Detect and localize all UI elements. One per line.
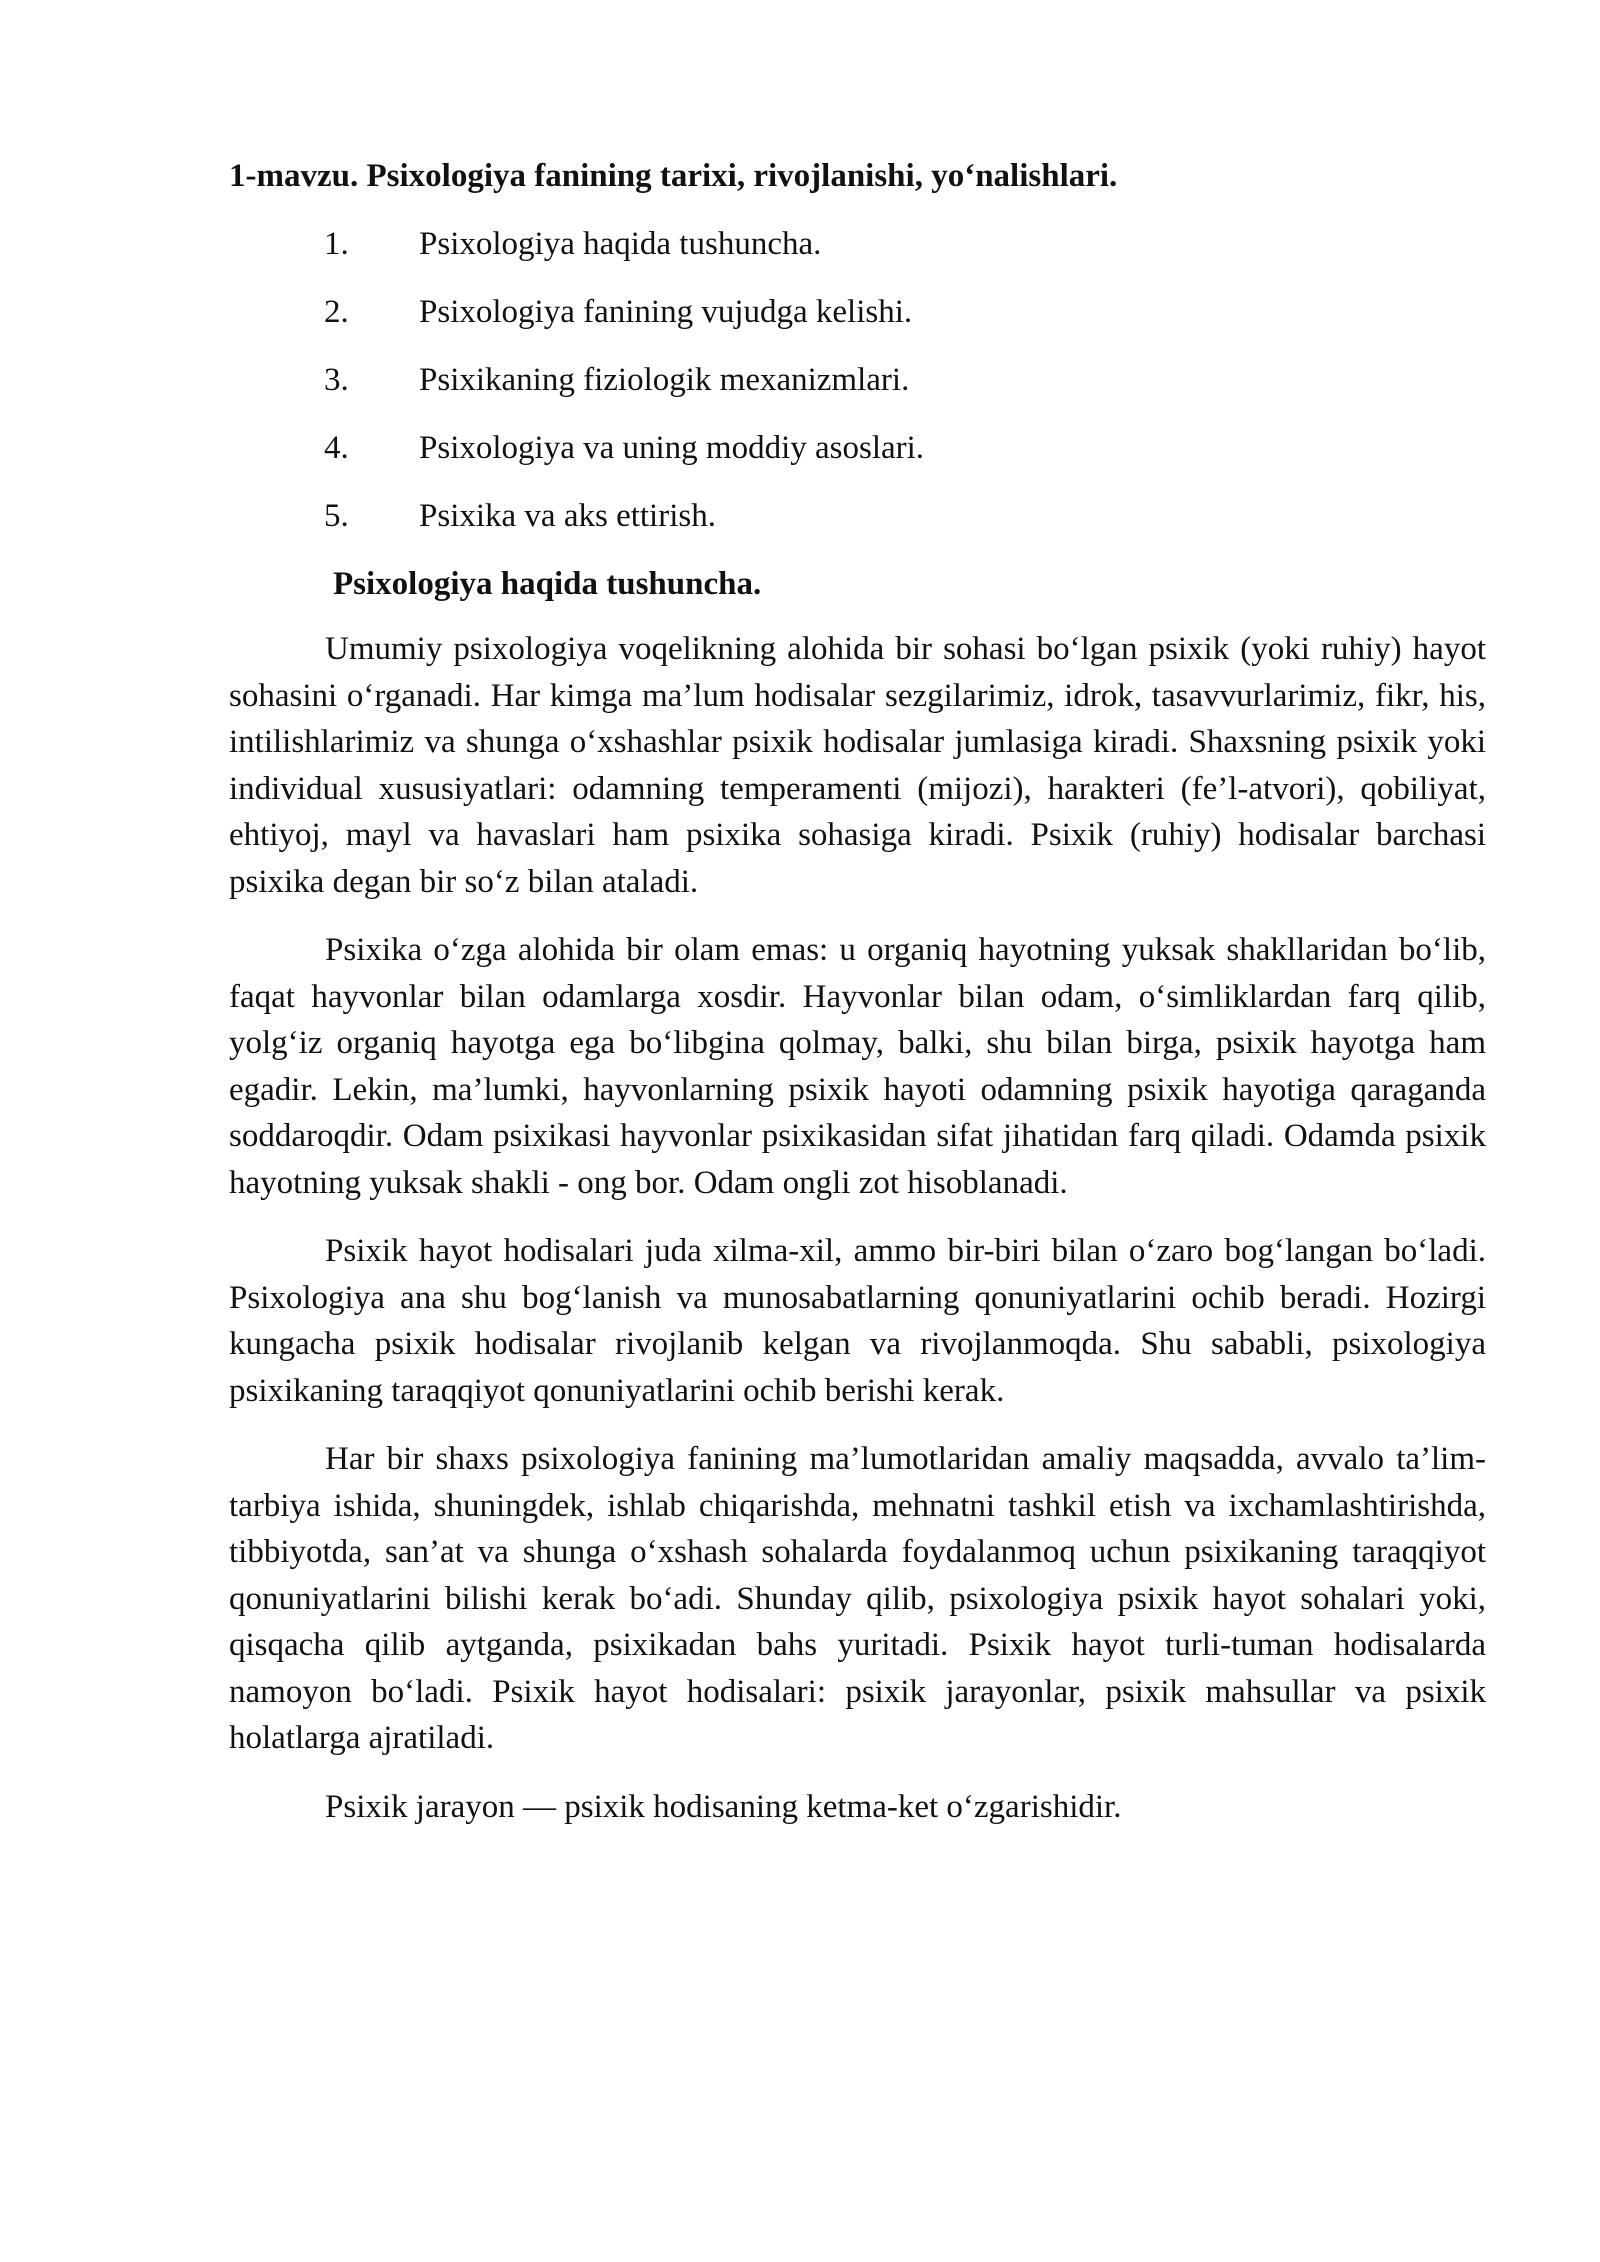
outline-item	[229, 490, 1486, 542]
outline-item	[229, 422, 1486, 474]
outline-number: 5.	[324, 498, 349, 534]
document-title: 1-mavzu. Psixologiya fanining tarixi, rivojlanishi, yo‘nalishlari.	[229, 158, 1118, 194]
body-paragraph: Har bir shaxs psixologiya fanining ma’lumotlaridan amaliy maqsadda, avvalo ta’lim-tarbiya ishida, shuningdek, ishlab chiqarishda, mehnatni tashkil etish va ixchamlashtirishda, tibbiyotda, san’at va shunga o‘xshash sohalarda foydalanmoq uchun psixikaning taraqqiyot qonuniyatlarini bilishi kerak bo‘adi. Shunday qilib, psixologiya psixik hayot sohalari yoki, qisqacha qilib aytganda, psixikadan bahs yuritadi. Psixik hayot turli-tuman hodisalarda namoyon bo‘ladi. Psixik hayot hodisalari: psixik jarayonlar, psixik mahsullar va psixik holatlarga ajratiladi.	[229, 1441, 1486, 1756]
body-paragraph: Psixika o‘zga alohida bir olam emas: u organiq hayotning yuksak shakllaridan bo‘lib, faqat hayvonlar bilan odamlarga xosdir. Hayvonlar bilan odam, o‘simliklardan farq qilib, yolg‘iz organiq hayotga ega bo‘libgina qolmay, balki, shu bilan birga, psixik hayotga ham egadir. Lekin, ma’lumki, hayvonlarning psixik hayoti odamning psixik hayotiga qaraganda soddaroqdir. Odam psixikasi hayvonlar psixikasidan sifat jihatidan farq qiladi. Odamda psixik hayotning yuksak shakli - ong bor. Odam ongli zot hisoblanadi.	[229, 932, 1486, 1201]
body-paragraph: Psixik hayot hodisalari juda xilma-xil, ammo bir-biri bilan o‘zaro bog‘langan bo‘ladi. Psixologiya ana shu bog‘lanish va munosabatlarning qonuniyatlarini ochib beradi. Hozirgi kungacha psixik hodisalar rivojlanib kelgan va rivojlanmoqda. Shu sababli, psixologiya psixikaning taraqqiyot qonuniyatlarini ochib berishi kerak.	[229, 1233, 1486, 1409]
section-heading: Psixologiya haqida tushuncha.	[333, 566, 762, 602]
outline-number: 1.	[324, 226, 349, 262]
outline-text: Psixologiya fanining vujudga kelishi.	[419, 294, 913, 330]
body-paragraph: Psixik jarayon — psixik hodisaning ketma-ket o‘zgarishidir.	[325, 1788, 1122, 1825]
outline-text: Psixikaning fiziologik mexanizmlari.	[419, 362, 910, 398]
outline-text: Psixologiya va uning moddiy asoslari.	[419, 430, 925, 466]
outline-number: 4.	[324, 430, 349, 466]
document-page	[229, 150, 1486, 1852]
outline-item	[229, 354, 1486, 406]
topic-outline	[229, 218, 1486, 542]
outline-item	[229, 286, 1486, 338]
outline-text: Psixologiya haqida tushuncha.	[419, 226, 822, 262]
outline-number: 3.	[324, 362, 349, 398]
outline-item	[229, 218, 1486, 270]
outline-number: 2.	[324, 294, 349, 330]
body-paragraph: Umumiy psixologiya voqelikning alohida bir sohasi bo‘lgan psixik (yoki ruhiy) hayot sohasini o‘rganadi. Har kimga ma’lum hodisalar sezgilarimiz, idrok, tasavvurlarimiz, fikr, his, intilishlarimiz va shunga o‘xshashlar psixik hodisalar jumlasiga kiradi. Shaxsning psixik yoki individual xususiyatlari: odamning temperamenti (mijozi), harakteri (fe’l-atvori), qobiliyat, ehtiyoj, mayl va havaslari ham psixika sohasiga kiradi. Psixik (ruhiy) hodisalar barchasi psixika degan bir so‘z bilan ataladi.	[229, 631, 1486, 900]
outline-text: Psixika va aks ettirish.	[419, 498, 716, 534]
